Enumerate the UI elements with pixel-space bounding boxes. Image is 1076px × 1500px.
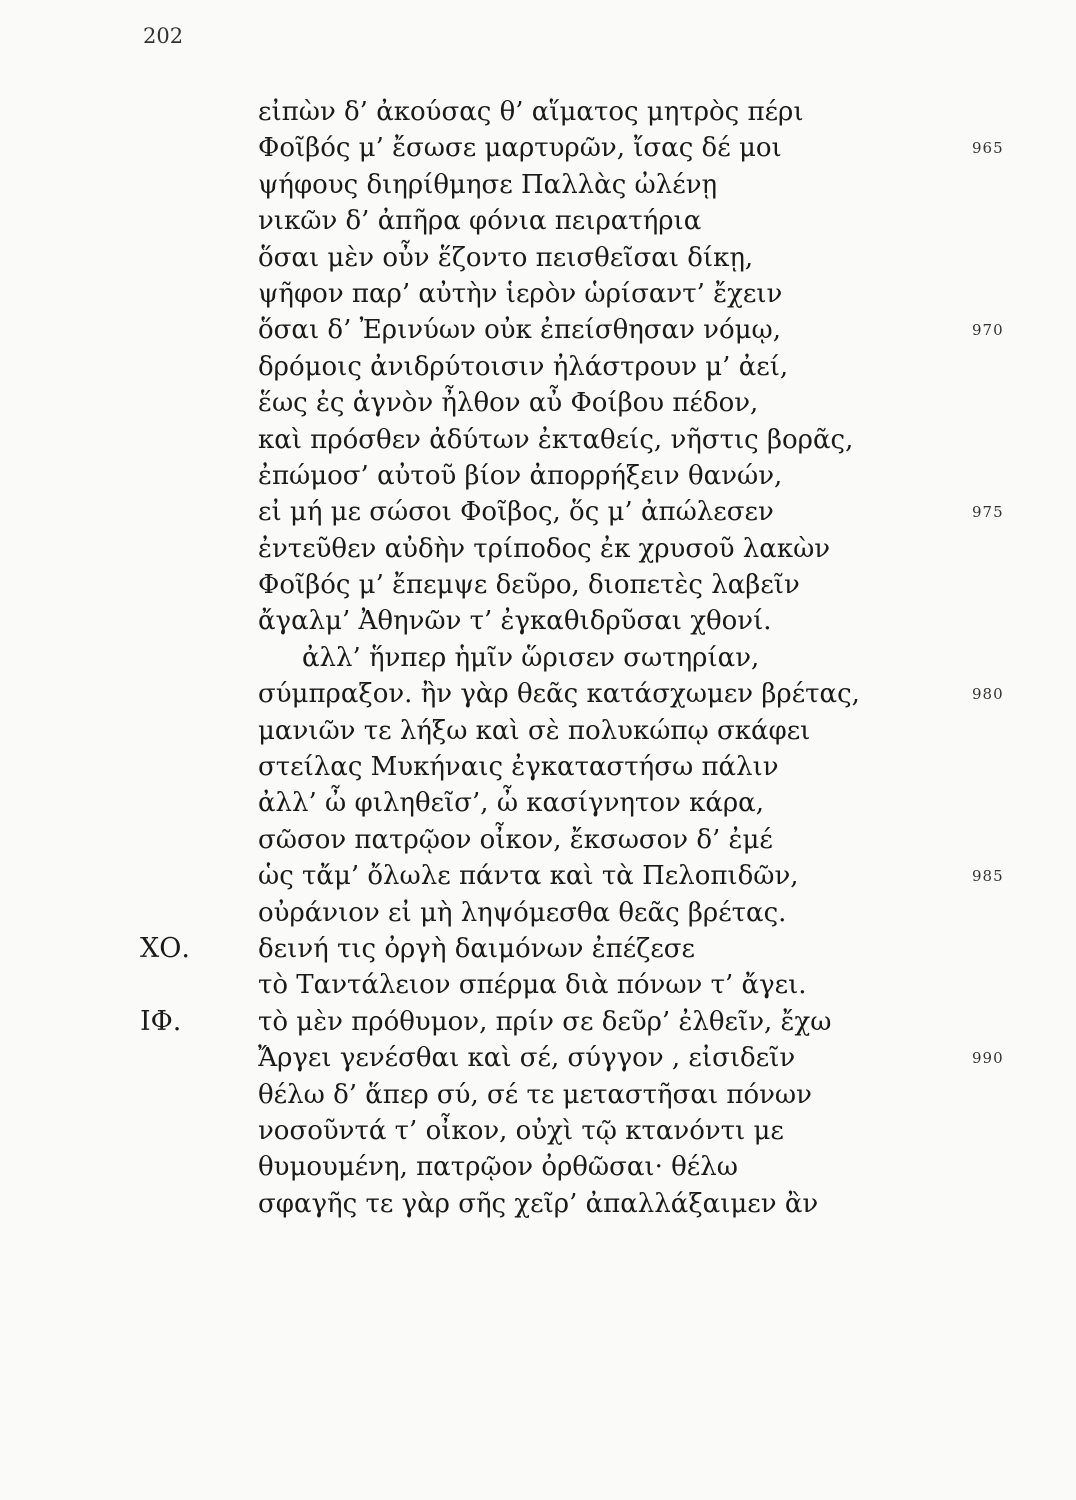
verse-block: [0, 94, 1076, 1222]
page-number: 202: [143, 24, 184, 48]
verse-text: ἄγαλμ’ Ἀθηνῶν τ’ ἐγκαθιδρῦσαι χθονί.: [258, 606, 772, 637]
line-number: 965: [972, 139, 1004, 158]
verse-line: [0, 858, 1076, 894]
speaker-label: ΙΦ.: [140, 1005, 182, 1037]
verse-line: [0, 895, 1076, 931]
verse-line: [0, 203, 1076, 239]
verse-line: [0, 349, 1076, 385]
verse-line: [0, 531, 1076, 567]
verse-line: [0, 458, 1076, 494]
verse-line: [0, 276, 1076, 312]
verse-text: οὐράνιον εἰ μὴ ληψόμεσθα θεᾶς βρέτας.: [258, 897, 787, 928]
verse-text: εἰπὼν δ’ ἀκούσας θ’ αἵματος μητρὸς πέρι: [258, 97, 804, 127]
verse-text: Φοῖβός μ’ ἔσωσε μαρτυρῶν, ἴσας δέ μοι: [258, 133, 782, 164]
verse-text: δρόμοις ἀνιδρύτοισιν ἠλάστρουν μ’ ἀεί,: [258, 351, 789, 382]
verse-text: σφαγῆς τε γὰρ σῆς χεῖρ’ ἀπαλλάξαιμεν ἂν: [258, 1188, 819, 1219]
verse-text: Ἄργει γενέσθαι καὶ σέ, σύγγον , εἰσιδεῖν: [258, 1043, 796, 1074]
verse-text: μανιῶν τε λήξω καὶ σὲ πολυκώπῳ σκάφει: [258, 715, 811, 746]
verse-line: [0, 931, 1076, 967]
verse-line: [0, 1113, 1076, 1149]
verse-text: ἀλλ’ ἥνπερ ἡμῖν ὥρισεν σωτηρίαν,: [302, 642, 760, 673]
line-number: 975: [972, 503, 1004, 522]
verse-text: ἀλλ’ ὦ φιληθεῖσ’, ὦ κασίγνητον κάρα,: [258, 788, 764, 819]
verse-line: [0, 494, 1076, 530]
verse-text: ὅσαι δ’ Ἐρινύων οὐκ ἐπείσθησαν νόμῳ,: [258, 315, 781, 346]
verse-text: ἐπώμοσ’ αὐτοῦ βίον ἀπορρήξειν θανών,: [258, 460, 783, 491]
verse-line: [0, 1186, 1076, 1222]
verse-text: ἕως ἐς ἁγνὸν ἦλθον αὖ Φοίβου πέδον,: [258, 388, 759, 419]
line-number: 970: [972, 321, 1004, 340]
verse-line: [0, 1149, 1076, 1185]
verse-text: ψῆφον παρ’ αὐτὴν ἱερὸν ὡρίσαντ’ ἔχειν: [258, 278, 783, 309]
line-number: 985: [972, 867, 1004, 886]
verse-line: [0, 1004, 1076, 1040]
verse-line: [0, 385, 1076, 421]
verse-line: [0, 1077, 1076, 1113]
verse-text: νικῶν δ’ ἀπῆρα φόνια πειρατήρια: [258, 206, 702, 237]
verse-text: δεινή τις ὀργὴ δαιμόνων ἐπέζεσε: [258, 933, 696, 964]
verse-text: καὶ πρόσθεν ἀδύτων ἐκταθείς, νῆστις βορᾶς,: [258, 424, 854, 455]
verse-text: ἐντεῦθεν αὐδὴν τρίποδος ἐκ χρυσοῦ λακὼν: [258, 533, 831, 564]
verse-text: σῶσον πατρῷον οἶκον, ἔκσωσον δ’ ἐμέ: [258, 824, 773, 855]
verse-line: [0, 640, 1076, 676]
verse-text: τὸ μὲν πρόθυμον, πρίν σε δεῦρ’ ἐλθεῖν, ἔχω: [258, 1006, 832, 1037]
verse-line: [0, 713, 1076, 749]
verse-text: νοσοῦντά τ’ οἶκον, οὐχὶ τῷ κτανόντι με: [258, 1115, 784, 1146]
verse-text: στείλας Μυκήναις ἐγκαταστήσω πάλιν: [258, 752, 779, 783]
verse-line: [0, 822, 1076, 858]
verse-line: [0, 94, 1076, 130]
verse-line: [0, 130, 1076, 166]
verse-text: θέλω δ’ ἅπερ σύ, σέ τε μεταστῆσαι πόνων: [258, 1079, 812, 1110]
verse-text: θυμουμένη, πατρῷον ὀρθῶσαι· θέλω: [258, 1152, 738, 1183]
verse-line: [0, 785, 1076, 821]
line-number: 980: [972, 685, 1004, 704]
verse-line: [0, 1040, 1076, 1076]
verse-line: [0, 167, 1076, 203]
verse-text: εἰ μή με σώσοι Φοῖβος, ὅς μ’ ἀπώλεσεν: [258, 497, 774, 528]
verse-line: [0, 967, 1076, 1003]
verse-text: Φοῖβός μ’ ἔπεμψε δεῦρο, διοπετὲς λαβεῖν: [258, 570, 800, 601]
verse-line: [0, 240, 1076, 276]
verse-text: ὅσαι μὲν οὖν ἕζοντο πεισθεῖσαι δίκῃ,: [258, 242, 754, 273]
line-number: 990: [972, 1049, 1004, 1068]
verse-text: τὸ Ταντάλειον σπέρμα διὰ πόνων τ’ ἄγει.: [258, 970, 807, 1001]
verse-line: [0, 676, 1076, 712]
speaker-label: ΧΟ.: [140, 932, 190, 964]
verse-line: [0, 422, 1076, 458]
verse-line: [0, 603, 1076, 639]
verse-text: σύμπραξον. ἢν γὰρ θεᾶς κατάσχωμεν βρέτας,: [258, 679, 860, 710]
verse-line: [0, 749, 1076, 785]
verse-line: [0, 312, 1076, 348]
verse-line: [0, 567, 1076, 603]
verse-text: ψήφους διηρίθμησε Παλλὰς ὠλένῃ: [258, 169, 718, 200]
verse-text: ὡς τἄμ’ ὄλωλε πάντα καὶ τὰ Πελοπιδῶν,: [258, 861, 799, 892]
